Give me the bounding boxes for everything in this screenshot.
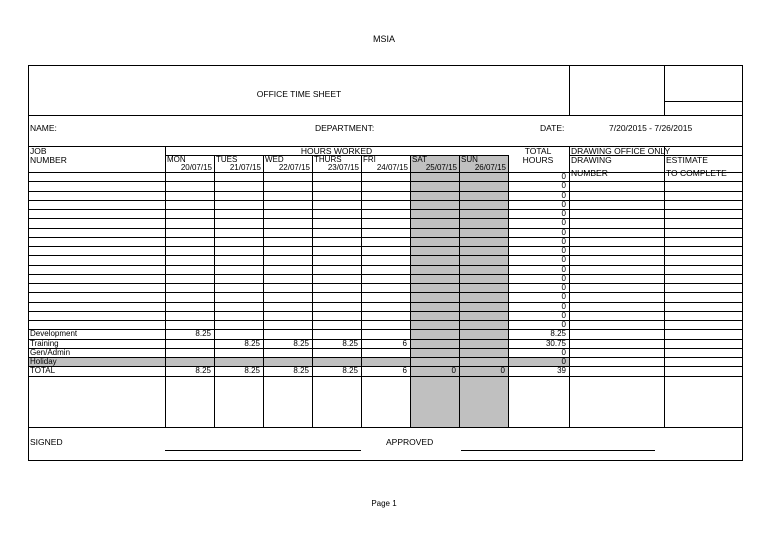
total-hours-label-1: TOTAL	[524, 146, 552, 156]
row-line	[29, 209, 742, 210]
row-total-hours: 0	[561, 181, 566, 191]
category-label: Gen/Admin	[30, 347, 71, 357]
day-date-tues: 21/07/15	[229, 163, 261, 172]
estimate-label-2: TO COMPLETE	[666, 168, 727, 178]
row-line	[29, 329, 742, 330]
department-label: DEPARTMENT:	[315, 123, 375, 133]
total-row-hours: 8.25	[244, 366, 260, 376]
day-date-wed: 22/07/15	[278, 163, 310, 172]
time-grid	[29, 66, 742, 460]
category-hours: 8.25	[293, 338, 309, 348]
row-total-hours: 0	[561, 246, 566, 255]
column-line	[263, 155, 264, 427]
row-total-hours: 0	[561, 199, 566, 209]
category-label: Development	[30, 329, 78, 339]
category-hours: 8.25	[244, 338, 260, 348]
day-date-fri: 24/07/15	[376, 163, 408, 172]
day-date-sat: 25/07/15	[425, 163, 457, 172]
row-line	[29, 181, 742, 182]
date-label: DATE:	[540, 123, 565, 133]
row-total-hours: 0	[561, 292, 566, 302]
row-line	[29, 200, 742, 201]
day-name-tues: TUES	[216, 155, 238, 164]
row-line	[29, 274, 742, 275]
row-line	[29, 265, 742, 266]
total-row-hours: 6	[402, 366, 407, 376]
job-number-label-2: NUMBER	[30, 155, 67, 165]
day-name-sat: SAT	[412, 155, 427, 164]
row-total-hours: 0	[561, 310, 566, 320]
category-total-hours: 0	[561, 357, 566, 366]
row-line	[29, 191, 742, 192]
weekend-column-shade	[459, 155, 508, 427]
day-name-mon: MON	[167, 155, 186, 164]
name-label: NAME:	[30, 123, 57, 133]
hours-worked-label: HOURS WORKED	[300, 146, 373, 156]
row-total-hours: 0	[561, 172, 566, 181]
total-row-hours: 8.25	[342, 366, 358, 376]
holiday-row-shade	[29, 357, 569, 366]
row-total-hours: 0	[561, 218, 566, 228]
category-hours: 8.25	[342, 338, 358, 348]
row-line	[29, 348, 742, 349]
row-line	[29, 376, 742, 377]
total-row-label: TOTAL	[30, 366, 56, 376]
estimate-label-1: ESTIMATE	[666, 155, 708, 165]
row-total-hours: 0	[561, 273, 566, 283]
column-line	[165, 146, 166, 427]
row-line	[29, 357, 742, 358]
column-line	[459, 155, 460, 427]
grand-total-hours: 39	[557, 366, 566, 376]
row-line	[29, 302, 742, 303]
category-total-hours: 30.75	[545, 338, 566, 348]
row-line	[29, 246, 742, 247]
signed-line	[165, 450, 361, 451]
job-number-label-1: JOB	[30, 146, 47, 156]
total-row-hours: 0	[500, 366, 505, 376]
date-range: 7/20/2015 - 7/26/2015	[609, 123, 693, 133]
weekend-column-shade	[410, 155, 459, 427]
row-line	[29, 283, 742, 284]
row-total-hours: 0	[561, 283, 566, 292]
column-line	[410, 155, 411, 427]
category-hours: 6	[402, 338, 407, 348]
signed-label: SIGNED	[30, 437, 63, 447]
column-line	[361, 155, 362, 427]
row-total-hours: 0	[561, 209, 566, 218]
category-label: Holiday	[30, 357, 57, 366]
row-total-hours: 0	[561, 301, 566, 311]
row-line	[29, 311, 742, 312]
column-line	[312, 155, 313, 427]
row-total-hours: 0	[561, 190, 566, 200]
total-row-hours: 8.25	[293, 366, 309, 376]
row-line	[29, 237, 742, 238]
drawing-number-label-1: DRAWING	[571, 155, 612, 165]
column-line	[664, 146, 665, 427]
day-name-fri: FRI	[363, 155, 376, 164]
total-row-hours: 8.25	[195, 366, 211, 376]
sheet-title: OFFICE TIME SHEET	[256, 89, 342, 99]
row-total-hours: 0	[561, 236, 566, 246]
category-total-hours: 0	[561, 347, 566, 357]
row-line	[29, 218, 742, 219]
day-date-mon: 20/07/15	[180, 163, 212, 172]
drawing-header-line	[569, 155, 742, 156]
column-line	[214, 155, 215, 427]
page-header: MSIA	[372, 34, 395, 44]
day-name-wed: WED	[265, 155, 284, 164]
row-total-hours: 0	[561, 320, 566, 329]
approved-line	[461, 450, 655, 451]
day-date-sun: 26/07/15	[474, 163, 506, 172]
row-line	[29, 320, 742, 321]
drawing-office-label: DRAWING OFFICE ONLY	[571, 146, 671, 156]
row-line	[29, 292, 742, 293]
office-time-sheet	[28, 65, 743, 461]
category-label: Training	[30, 338, 59, 348]
row-line	[29, 228, 742, 229]
total-row-hours: 0	[451, 366, 456, 376]
page-footer: Page 1	[371, 499, 397, 508]
column-line	[569, 146, 570, 427]
total-hours-label-2: HOURS	[522, 155, 554, 165]
category-total-hours: 8.25	[550, 329, 566, 339]
row-line	[29, 255, 742, 256]
approved-label: APPROVED	[386, 437, 434, 447]
row-line	[29, 172, 742, 173]
row-total-hours: 0	[561, 255, 566, 265]
row-total-hours: 0	[561, 227, 566, 237]
total-row-bottom	[29, 427, 742, 428]
row-total-hours: 0	[561, 264, 566, 274]
drawing-number-label-2: NUMBER	[571, 168, 608, 178]
day-name-sun: SUN	[461, 155, 478, 164]
day-name-thurs: THURS	[314, 155, 342, 164]
day-date-thurs: 23/07/15	[327, 163, 359, 172]
category-hours: 8.25	[195, 329, 211, 339]
